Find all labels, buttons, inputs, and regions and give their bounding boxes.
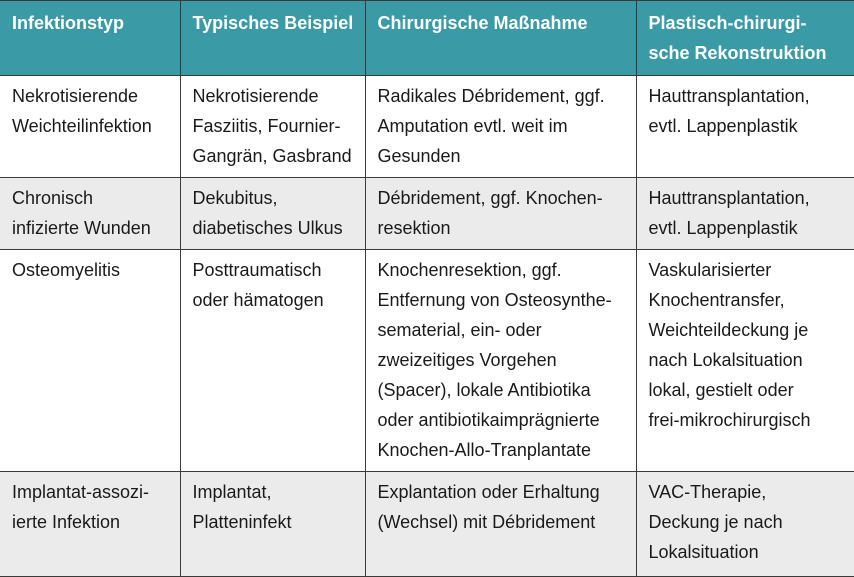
cell-infektionstyp: [0, 249, 180, 471]
cell-rekonstruktion: [636, 471, 854, 576]
cell-text: Weichteilinfektion: [12, 115, 152, 136]
cell-text: Knochentransfer,: [648, 289, 785, 310]
cell-text: Gangrän, Gasbrand: [192, 145, 352, 166]
table-row: [0, 75, 854, 177]
cell-text: VAC-Therapie,: [648, 481, 767, 502]
cell-text: lokal, gestielt oder: [648, 379, 794, 400]
cell-infektionstyp: [0, 75, 180, 177]
cell-text: Amputation evtl. weit im: [377, 115, 568, 136]
cell-text: diabetisches Ulkus: [192, 217, 343, 238]
cell-text: Osteomyelitis: [12, 259, 121, 280]
header-text: Plastisch-chirurgi-: [648, 13, 807, 33]
header-text: Typisches Beispiel: [192, 13, 354, 33]
cell-typisches-beispiel: [180, 177, 365, 249]
cell-text: frei-mikrochirurgisch: [648, 409, 811, 430]
cell-text: evtl. Lappenplastik: [648, 217, 798, 238]
header-text: Chirurgische Maßnahme: [377, 13, 588, 33]
cell-text: Hauttransplantation,: [648, 85, 810, 106]
cell-rekonstruktion: [636, 249, 854, 471]
table-header-row: [0, 1, 854, 75]
cell-chirurgische-massnahme: [365, 75, 636, 177]
cell-text: evtl. Lappenplastik: [648, 115, 798, 136]
cell-text: Knochenresektion, ggf.: [377, 259, 562, 280]
cell-text: Fasziitis, Fournier-: [192, 115, 341, 136]
cell-typisches-beispiel: [180, 471, 365, 576]
cell-text: Gesunden: [377, 145, 461, 166]
cell-text: Implantat,: [192, 481, 272, 502]
cell-chirurgische-massnahme: [365, 471, 636, 576]
cell-text: nach Lokalsituation: [648, 349, 803, 370]
cell-text: (Spacer), lokale Antibiotika: [377, 379, 591, 400]
cell-text: Radikales Débridement, ggf.: [377, 85, 605, 106]
cell-text: Weichteildeckung je: [648, 319, 809, 340]
cell-text: oder antibiotikaimprägnierte: [377, 409, 600, 430]
cell-text: sematerial, ein- oder: [377, 319, 542, 340]
cell-text: Platteninfekt: [192, 511, 292, 532]
cell-text: Chronisch: [12, 187, 94, 208]
cell-text: Lokalsituation: [648, 541, 759, 562]
cell-text: ierte Infektion: [12, 511, 121, 532]
cell-chirurgische-massnahme: [365, 249, 636, 471]
cell-text: Hauttransplantation,: [648, 187, 810, 208]
cell-infektionstyp: [0, 177, 180, 249]
cell-text: Implantat-assozi-: [12, 481, 150, 502]
cell-text: Entfernung von Osteosynthe-: [377, 289, 612, 310]
cell-text: oder hämatogen: [192, 289, 324, 310]
cell-text: Deckung je nach: [648, 511, 783, 532]
header-text: Infektionstyp: [12, 13, 125, 33]
cell-text: Dekubitus,: [192, 187, 278, 208]
cell-text: resektion: [377, 217, 451, 238]
header-typisches-beispiel: [180, 1, 365, 75]
cell-text: infizierte Wunden: [12, 217, 151, 238]
header-chirurgische-massnahme: [365, 1, 636, 75]
cell-text: Posttraumatisch: [192, 259, 322, 280]
table-row: [0, 177, 854, 249]
cell-typisches-beispiel: [180, 249, 365, 471]
cell-rekonstruktion: [636, 177, 854, 249]
cell-text: zweizeitiges Vorgehen: [377, 349, 557, 370]
cell-typisches-beispiel: [180, 75, 365, 177]
cell-text: Explantation oder Erhaltung: [377, 481, 600, 502]
cell-text: Débridement, ggf. Knochen-: [377, 187, 603, 208]
cell-infektionstyp: [0, 471, 180, 576]
infection-therapy-table: [0, 1, 854, 576]
header-text: sche Rekonstruktion: [648, 43, 827, 63]
header-plastisch-chirurgische-rekonstruktion: [636, 1, 854, 75]
header-infektionstyp: [0, 1, 180, 75]
cell-rekonstruktion: [636, 75, 854, 177]
cell-text: Nekrotisierende: [12, 85, 139, 106]
table-row: [0, 471, 854, 576]
cell-chirurgische-massnahme: [365, 177, 636, 249]
cell-text: Knochen-Allo-Tranplantate: [377, 439, 591, 460]
table-row: [0, 249, 854, 471]
cell-text: Vaskularisierter: [648, 259, 772, 280]
cell-text: (Wechsel) mit Débridement: [377, 511, 596, 532]
cell-text: Nekrotisierende: [192, 85, 319, 106]
